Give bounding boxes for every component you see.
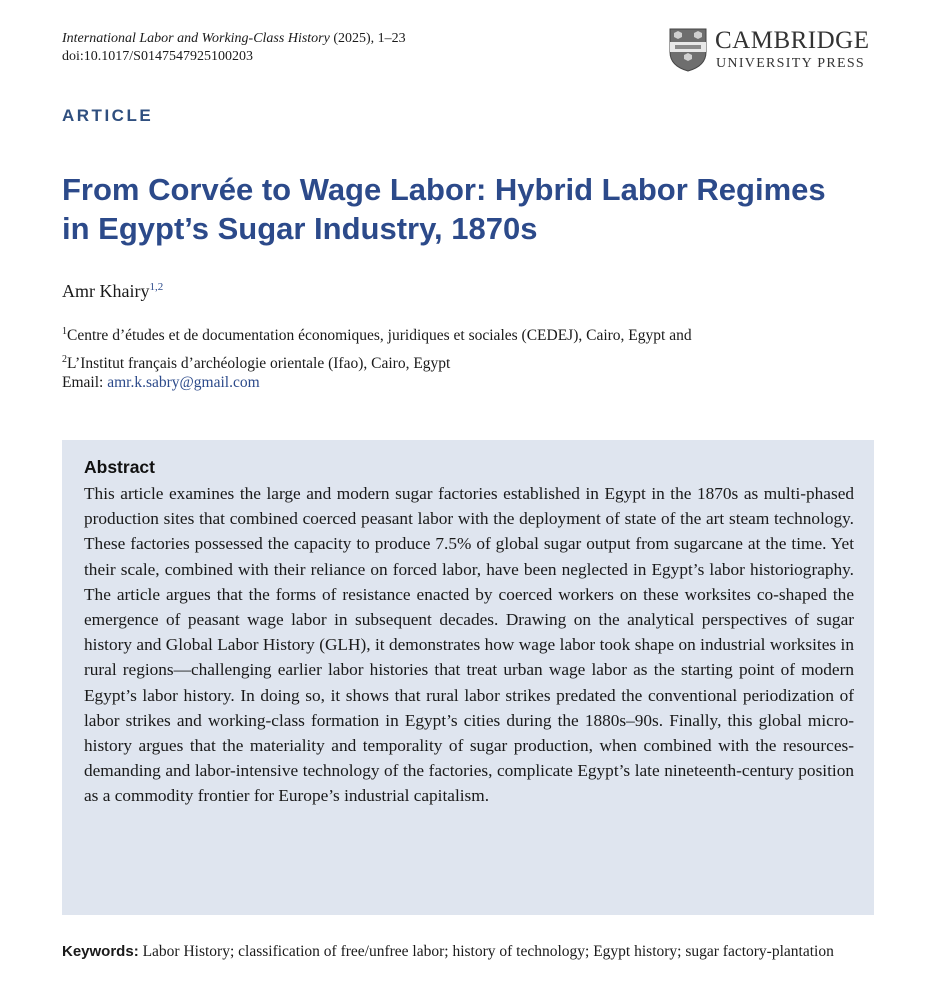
journal-name: International Labor and Working-Class History: [62, 31, 330, 46]
abstract-heading: Abstract: [84, 457, 155, 477]
keywords-label: Keywords:: [62, 943, 139, 960]
email-link[interactable]: amr.k.sabry@gmail.com: [107, 374, 260, 391]
affiliation-2: [62, 350, 450, 374]
publisher-subname: UNIVERSITY PRESS: [716, 56, 866, 71]
author: [62, 281, 163, 302]
email-label: Email:: [62, 374, 108, 391]
keywords: [62, 941, 852, 963]
author-affiliation-marks: 1,2: [149, 281, 164, 293]
publisher-logo: [669, 28, 874, 74]
abstract-box: [62, 440, 874, 915]
affiliation-1: [62, 322, 692, 346]
article-type-label: ARTICLE: [62, 106, 154, 125]
email-line: [62, 374, 260, 392]
article-title: From Corvée to Wage Labor: Hybrid Labor Regimes in Egypt’s Sugar Industry, 1870s: [62, 172, 826, 246]
doi: doi:10.1017/S0147547925100203: [62, 49, 253, 64]
affiliation-text: Centre d’études et de documentation économiques, juridiques et sociales (CEDEJ), Cairo, Egypt and: [67, 327, 692, 345]
publisher-name: CAMBRIDGE: [715, 27, 870, 54]
keywords-text: Labor History; classification of free/unfree labor; history of technology; Egypt history; sugar factory-plantation: [138, 943, 834, 960]
cambridge-shield-icon: [669, 28, 707, 72]
affiliation-text: L’Institut français d’archéologie orientale (Ifao), Cairo, Egypt: [67, 355, 451, 373]
affiliation-mark: 2: [62, 354, 67, 365]
journal-details: (2025), 1–23: [329, 31, 406, 46]
abstract-text: This article examines the large and modern sugar factories established in Egypt in the 1870s as multi-phased production sites that combined coerced peasant labor with the deployment of state of the art steam technology. These factories possessed the capacity to produce 7.5% of global sugar output from sugarcane at the time. Yet their scale, combined with their reliance on forced labor, have been neglected in Egypt’s labor historiography. The article argues that the forms of resistance enacted by coerced workers on these worksites co-shaped the emergence of peasant wage labor in subsequent decades. Drawing on the analytical perspectives of sugar history and Global Labor History (GLH), it demonstrates how wage labor took shape on industrial worksites in rural regions—challenging earlier labor histories that treat urban wage labor as the starting point of modern Egypt’s labor history. In doing so, it shows that rural labor strikes predated the conventional periodization of labor strikes and working-class formation in Egypt’s cities during the 1880s–90s. Finally, this global microhistory argues that the materiality and temporality of sugar production, when combined with the resources-demanding and labor-intensive technology of the factories, complicate Egypt’s late nineteenth-century position as a commodity frontier for Europe’s industrial capitalism.: [84, 484, 854, 806]
journal-citation: [62, 30, 406, 48]
author-name: Amr Khairy: [62, 281, 150, 301]
affiliation-mark: 1: [62, 326, 67, 337]
